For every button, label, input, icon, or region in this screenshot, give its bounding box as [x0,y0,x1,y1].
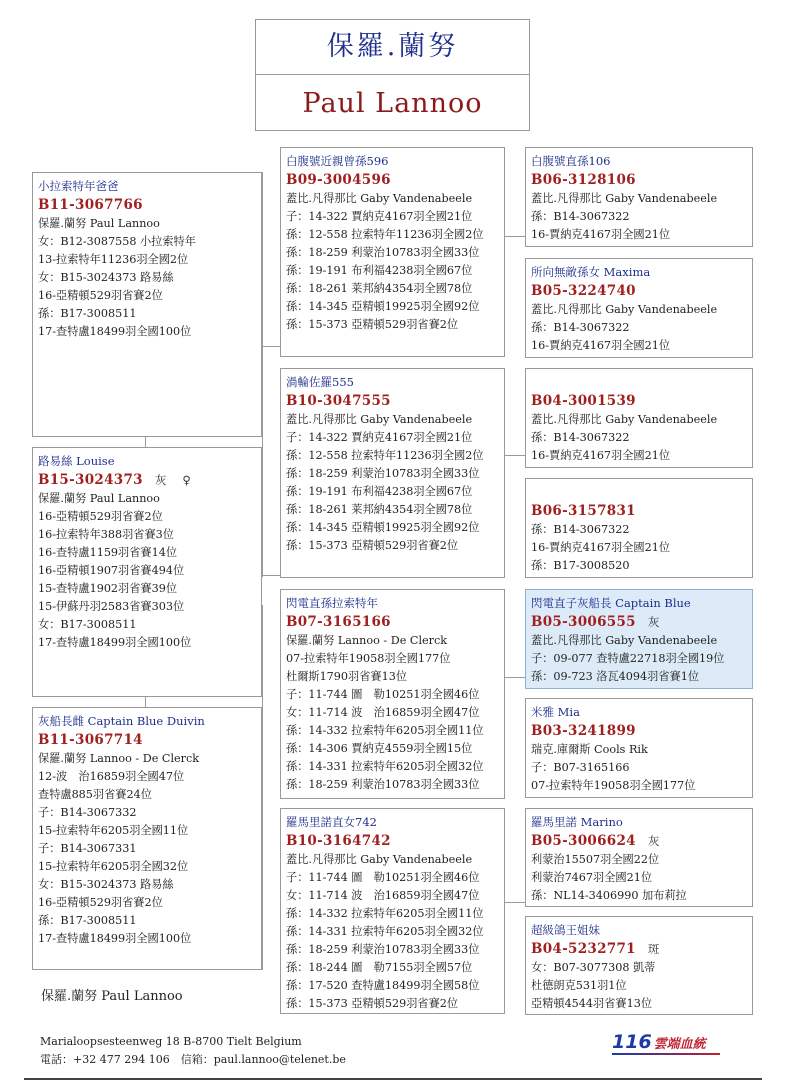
detail-line: 保羅.蘭努 Paul Lannoo [38,217,160,230]
detail-line: 孫：09-723 洛瓦4094羽省賽1位 [531,670,700,683]
ring-code: B05-3006624 [531,833,636,849]
detail-line: 孫：B14-3067322 [531,523,630,536]
pigeon-title: 渦輪佐羅555 [286,375,354,389]
pigeon-card-dam [280,368,505,578]
detail-line: 杜德朗克531羽1位 [531,979,627,992]
pigeon-title: 所向無敵孫女 Maxima [531,265,651,279]
pigeon-card-super-sister [525,916,753,1015]
detail-line: 女：B12-3087558 小拉索特年 [38,235,196,248]
detail-line: 16-拉索特年388羽省賽3位 [38,528,174,541]
detail-line: 孫：B17-3008511 [38,307,137,320]
detail-line: 孫：B14-3067322 [531,210,630,223]
pigeon-title: 羅馬里諾直女742 [286,815,377,829]
pigeon-title: 閃電直孫拉索特年 [286,596,378,610]
detail-line: 孫：18-261 莱邦納4354羽全國78位 [286,503,473,516]
detail-line: 孫：14-332 拉索特年6205羽全國11位 [286,724,484,737]
color-tag: 灰 [154,473,167,487]
pigeon-title: 小拉索特年爸爸 [38,179,119,193]
ring-number: B11-3067766 [38,197,143,213]
pigeon-card-lightning [280,589,505,799]
ring-number: B03-3241899 [531,723,636,739]
ring-number: B06-3157831 [531,503,636,519]
connector-subject-dam-h [262,575,280,576]
pigeon-card-subject [32,172,262,437]
connector-subject-sire-h1 [262,346,280,347]
detail-line: 孫：15-373 亞精頓529羽省賽2位 [286,997,459,1010]
connector-louise-top [145,437,146,447]
detail-line: 16-賈納克4167羽全國21位 [531,541,671,554]
ring-number: B10-3047555 [286,393,391,409]
pigeon-card-sire [280,147,505,357]
detail-line: 15-拉索特年6205羽全國11位 [38,824,189,837]
ring-number: B07-3165166 [286,614,391,630]
bottom-divider [24,1078,762,1080]
detail-line: 16-亞精頓1907羽省賽494位 [38,564,185,577]
detail-line: 查特盧885羽省賽24位 [38,788,152,801]
pigeon-card-captain-duivin [32,707,262,970]
pigeon-card-marino [525,808,753,907]
detail-line: 孫：14-332 拉索特年6205羽全國11位 [286,907,484,920]
ring-number: B10-3164742 [286,833,391,849]
pigeon-title: 米雅 Mia [531,705,580,719]
detail-line: 子：B14-3067331 [38,842,137,855]
detail-line: 子：14-322 賈納克4167羽全國21位 [286,431,473,444]
connector-louise-bottom [145,697,146,707]
ring-code: B05-3006555 [531,614,636,630]
sex-tag: ♀ [182,473,191,487]
ring-number: B05-3224740 [531,283,636,299]
detail-line: 蓋比.凡得那比 Gaby Vandenabeele [531,303,718,316]
connector-gp-right-1 [505,236,525,237]
detail-line: 16-亞精頓529羽省賽2位 [38,289,163,302]
detail-line: 13-拉索特年11236羽全國2位 [38,253,189,266]
pigeon-title: 羅馬里諾 Marino [531,815,623,829]
ring-number [531,612,748,632]
title-box [255,19,530,131]
color-tag: 灰 [647,615,660,629]
footer-address: Marialoopsesteenweg 18 B-8700 Tielt Belgium [40,1035,302,1048]
detail-line: 子：B14-3067332 [38,806,137,819]
detail-line: 孫：18-259 利蒙治10783羽全國33位 [286,943,480,956]
detail-line: 女：B17-3008511 [38,618,137,631]
detail-line: 15-伊蘇丹羽2583省賽303位 [38,600,185,613]
detail-line: 孫：19-191 布利福4238羽全國67位 [286,264,473,277]
detail-line: 孫：14-306 賈納克4559羽全國15位 [286,742,473,755]
detail-line: 孫：18-244 圖 勒7155羽全國57位 [286,961,473,974]
detail-line: 亞精頓4544羽省賽13位 [531,997,653,1010]
detail-line: 蓋比.凡得那比 Gaby Vandenabeele [286,192,473,205]
ring-number [531,939,748,959]
brand-logo [612,1031,706,1053]
detail-line: 蓋比.凡得那比 Gaby Vandenabeele [531,634,718,647]
detail-line: 女：B07-3077308 凱蒂 [531,961,656,974]
detail-line: 子：09-077 查特盧22718羽全國19位 [531,652,725,665]
color-tag: 斑 [647,942,660,956]
detail-line: 蓋比.凡得那比 Gaby Vandenabeele [531,413,718,426]
detail-line: 蓋比.凡得那比 Gaby Vandenabeele [286,853,473,866]
detail-line: 利蒙治7467羽全國21位 [531,871,653,884]
detail-line: 16-查特盧1159羽省賽14位 [38,546,178,559]
logo-underline [612,1053,720,1055]
detail-line: 孫：12-558 拉索特年11236羽全國2位 [286,449,484,462]
ring-number: B04-3001539 [531,393,636,409]
detail-line: 孫：15-373 亞精頓529羽省賽2位 [286,539,459,552]
color-tag: 灰 [647,834,660,848]
detail-line: 孫：18-259 利蒙治10783羽全國33位 [286,246,480,259]
detail-line: 蓋比.凡得那比 Gaby Vandenabeele [531,192,718,205]
detail-line: 孫：18-259 利蒙治10783羽全國33位 [286,778,480,791]
detail-line: 孫：B17-3008520 [531,559,630,572]
detail-line: 17-查特盧18499羽全國100位 [38,325,192,338]
pigeon-card-dam-dam [525,478,753,578]
detail-line: 保羅.蘭努 Paul Lannoo [38,492,160,505]
ring-number [38,470,257,490]
detail-line: 16-亞精頓529羽省賽2位 [38,896,163,909]
detail-line: 16-賈納克4167羽全國21位 [531,339,671,352]
detail-line: 12-波 治16859羽全國47位 [38,770,185,783]
connector-subject-sire [262,172,263,577]
detail-line: 16-亞精頓529羽省賽2位 [38,510,163,523]
detail-line: 孫：15-373 亞精頓529羽省賽2位 [286,318,459,331]
detail-line: 16-賈納克4167羽全國21位 [531,228,671,241]
footer-phone-email: 電話：+32 477 294 106 信箱：paul.lannoo@telenet.be [40,1053,346,1066]
detail-line: 07-拉索特年19058羽全國177位 [286,652,451,665]
detail-line: 保羅.蘭努 Lannoo - De Clerck [286,634,448,647]
pigeon-card-marino-daughter [280,808,505,1014]
logo-number: 116 [612,1031,652,1053]
detail-line: 女：11-714 波 治16859羽全國47位 [286,889,480,902]
pigeon-title: 白腹號近親曾孫596 [286,154,389,168]
detail-line: 子：11-744 圖 勒10251羽全國46位 [286,871,480,884]
pigeon-card-captain-blue [525,589,753,689]
ring-code: B04-5232771 [531,941,636,957]
owner-name: 保羅.蘭努 Paul Lannoo [41,989,183,1004]
detail-line: 瑞克.庫爾斯 Cools Rik [531,743,648,756]
connector-gp-right-3 [505,677,525,678]
detail-line: 15-拉索特年6205羽全國32位 [38,860,189,873]
detail-line: 孫：NL14-3406990 加布莉拉 [531,889,687,902]
detail-line: 女：B15-3024373 路易絲 [38,271,174,284]
detail-line: 孫：14-345 亞精頓19925羽全國92位 [286,300,480,313]
detail-line: 子：11-744 圖 勒10251羽全國46位 [286,688,480,701]
pigeon-title: 超級鴿王姐妹 [531,923,600,937]
title-english: Paul Lannoo [302,88,483,119]
detail-line: 女：11-714 波 治16859羽全國47位 [286,706,480,719]
detail-line: 利蒙治15507羽全國22位 [531,853,660,866]
pigeon-card-sire-sire [525,147,753,247]
ring-number: B06-3128106 [531,172,636,188]
detail-line: 07-拉索特年19058羽全國177位 [531,779,696,792]
pigeon-title: 灰船長雌 Captain Blue Duivin [38,714,205,728]
footer-contact [40,1033,346,1069]
detail-line: 孫：18-261 莱邦納4354羽全國78位 [286,282,473,295]
detail-line: 孫：B14-3067322 [531,321,630,334]
connector-gp-right-4 [505,902,525,903]
ring-number [531,831,748,851]
detail-line: 孫：14-331 拉索特年6205羽全國32位 [286,925,484,938]
detail-line: 孫：12-558 拉索特年11236羽全國2位 [286,228,484,241]
connector-gp-left [262,605,263,970]
detail-line: 孫：17-520 查特盧18499羽全國58位 [286,979,480,992]
detail-line: 孫：14-345 亞精頓19925羽全國92位 [286,521,480,534]
pigeon-title: 路易絲 Louise [38,454,115,468]
detail-line: 蓋比.凡得那比 Gaby Vandenabeele [286,413,473,426]
detail-line: 16-賈納克4167羽全國21位 [531,449,671,462]
detail-line: 子：14-322 賈納克4167羽全國21位 [286,210,473,223]
detail-line: 孫：B17-3008511 [38,914,137,927]
detail-line: 17-查特盧18499羽全國100位 [38,932,192,945]
ring-number: B11-3067714 [38,732,143,748]
detail-line: 杜爾斯1790羽省賽13位 [286,670,408,683]
detail-line: 15-查特盧1902羽省賽39位 [38,582,178,595]
detail-line: 保羅.蘭努 Lannoo - De Clerck [38,752,200,765]
pigeon-card-mia [525,698,753,798]
pigeon-card-sire-dam [525,258,753,358]
detail-line: 孫：18-259 利蒙治10783羽全國33位 [286,467,480,480]
connector-gp-right-2 [505,455,525,456]
logo-text: 雲端血統 [653,1037,706,1052]
pigeon-title: 白腹號直孫106 [531,154,611,168]
pigeon-title: 閃電直子灰船長 Captain Blue [531,596,691,610]
detail-line: 孫：19-191 布利福4238羽全國67位 [286,485,473,498]
detail-line: 孫：B14-3067322 [531,431,630,444]
pigeon-card-louise [32,447,262,697]
title-chinese: 保羅.蘭努 [256,20,529,75]
detail-line: 子：B07-3165166 [531,761,630,774]
ring-code: B15-3024373 [38,472,143,488]
ring-number: B09-3004596 [286,172,391,188]
pigeon-card-dam-sire [525,368,753,468]
detail-line: 女：B15-3024373 路易絲 [38,878,174,891]
detail-line: 孫：14-331 拉索特年6205羽全國32位 [286,760,484,773]
detail-line: 17-查特盧18499羽全國100位 [38,636,192,649]
